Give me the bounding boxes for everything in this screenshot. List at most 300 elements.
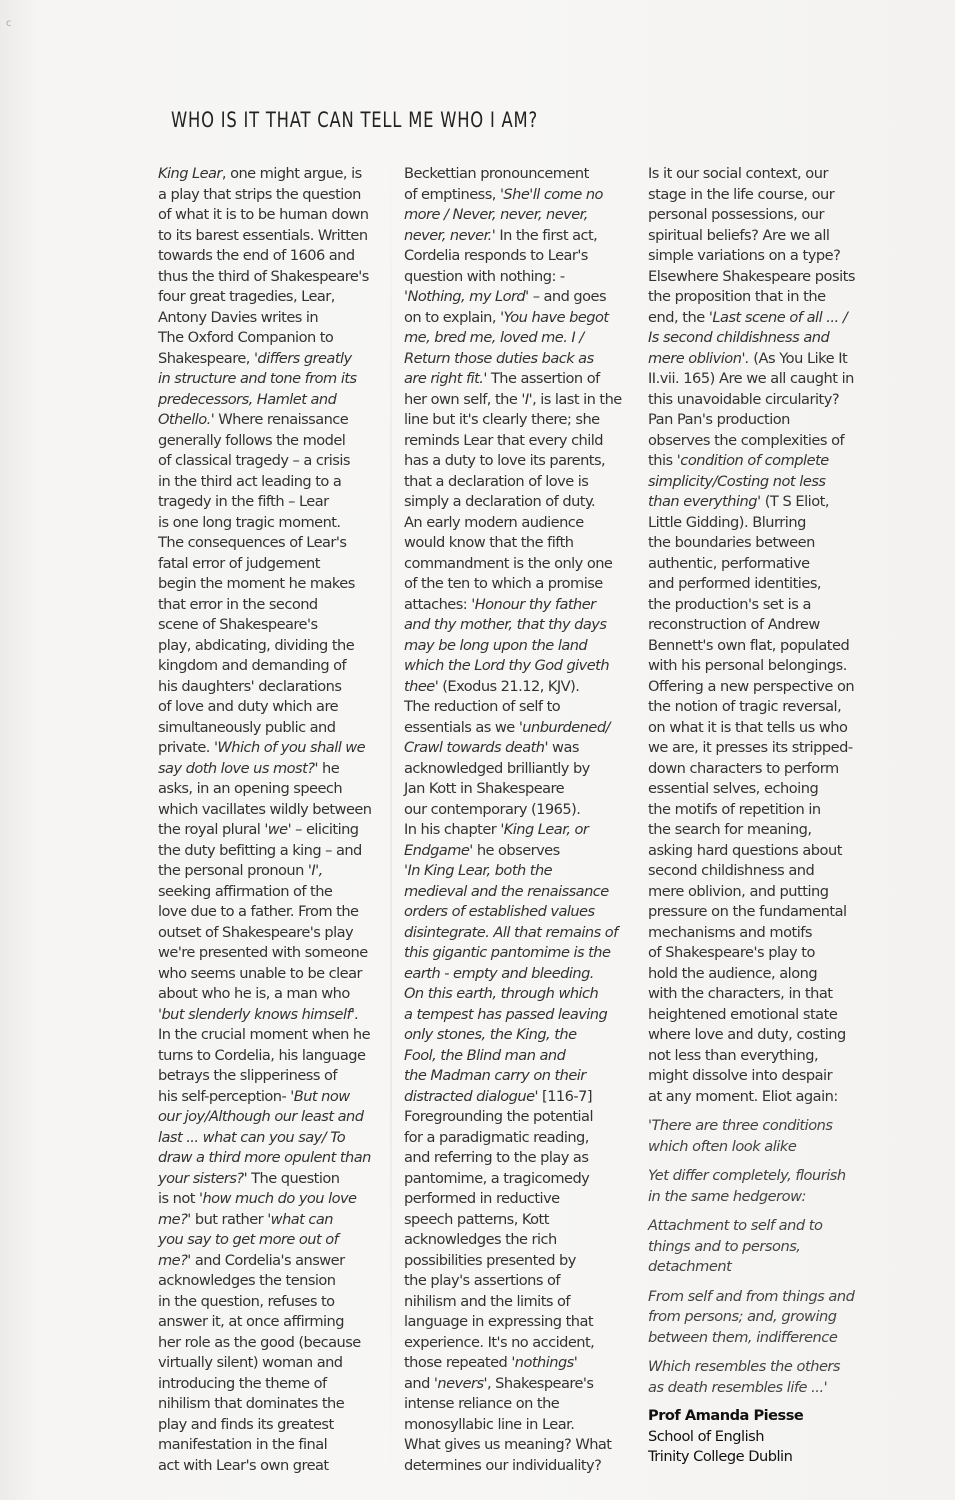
text-run: for a paradigmatic reading,: [404, 1128, 589, 1146]
text-line: [158, 1353, 383, 1374]
text-line: [158, 185, 383, 206]
text-line: [158, 1230, 383, 1251]
text-run: mechanisms and motifs: [648, 923, 813, 941]
article-heading: WHO IS IT THAT CAN TELL ME WHO I AM?: [171, 108, 538, 132]
text-line: [404, 287, 629, 308]
text-run: asking hard questions about: [648, 841, 842, 859]
signature: [648, 1406, 873, 1468]
text-run: with the characters, in that: [648, 985, 833, 1002]
text-run: pressure on the fundamental: [648, 903, 847, 920]
text-run: Beckettian pronouncement: [404, 165, 589, 182]
text-line: [404, 1292, 629, 1313]
text-run: at any moment. Eliot again:: [648, 1087, 838, 1105]
text-run: essentials as we: [404, 718, 519, 736]
text-line: [158, 1148, 383, 1169]
text-line: [648, 513, 873, 534]
text-run: that error in the second: [158, 595, 318, 613]
text-line: [158, 164, 383, 185]
text-line: [648, 431, 873, 452]
text-run: generally follows the model: [158, 431, 346, 449]
text-run: reconstruction of Andrew: [648, 616, 820, 633]
text-line: [158, 246, 383, 267]
italic-quote: 'Honour thy father: [471, 595, 596, 613]
text-line: [158, 1046, 383, 1067]
column-1-paragraph: [158, 164, 383, 1476]
text-line: [404, 185, 629, 206]
text-run: with his personal belongings.: [648, 657, 847, 674]
text-run: betrays the slipperiness of: [158, 1067, 337, 1084]
text-line: [648, 595, 873, 616]
text-line: [648, 841, 873, 862]
italic-quote: in structure and tone from its: [158, 370, 357, 387]
text-run: The question: [247, 1169, 340, 1187]
text-run: the royal plural: [158, 821, 265, 838]
text-run: on what it is that tells us who: [648, 718, 848, 736]
italic-quote: 'how much do you love: [199, 1190, 357, 1207]
text-line: [158, 554, 383, 575]
text-line: [648, 1025, 873, 1046]
poem-line: from persons; and, growing: [648, 1308, 837, 1325]
text-run: kingdom and demanding of: [158, 657, 347, 674]
text-line: [158, 800, 383, 821]
text-run: second childishness and: [648, 862, 815, 879]
text-line: [404, 226, 629, 247]
text-line: [648, 759, 873, 780]
text-run: those repeated: [404, 1354, 512, 1371]
text-line: [648, 267, 873, 288]
text-run: that a declaration of love is: [404, 472, 589, 490]
italic-quote: your sisters?': [158, 1169, 248, 1187]
italic-quote: me?': [158, 1251, 191, 1269]
text-line: [158, 882, 383, 903]
text-run: but rather: [190, 1210, 268, 1228]
text-run: his daughters' declarations: [158, 677, 342, 695]
text-run: about who he is, a man who: [158, 985, 350, 1002]
text-run: experience. It's no accident,: [404, 1333, 595, 1351]
text-run: What gives us meaning? What: [404, 1436, 612, 1453]
text-line: [404, 738, 629, 759]
poem-quotation: [648, 1116, 873, 1398]
poem-line: which often look alike: [648, 1137, 797, 1155]
text-line: [158, 369, 383, 390]
text-line: [158, 1374, 383, 1395]
text-run: her own self, the: [404, 390, 522, 408]
text-line: [158, 861, 383, 882]
text-line: [404, 431, 629, 452]
text-line: [648, 923, 873, 944]
poem-stanza: [648, 1166, 873, 1207]
italic-quote: 'King Lear, or: [500, 821, 589, 838]
text-line: [404, 697, 629, 718]
text-line: [404, 677, 629, 698]
italic-quote: King Lear: [158, 165, 222, 182]
text-run: The assertion of: [486, 370, 600, 387]
text-run: Is it our social context, our: [648, 165, 828, 182]
text-run: and: [404, 1374, 434, 1392]
italic-quote: thee': [404, 677, 439, 695]
italic-quote: 'what can: [267, 1210, 333, 1228]
text-line: [158, 287, 383, 308]
text-line: [158, 615, 383, 636]
text-line: [404, 943, 629, 964]
italic-quote: Is second childishness and: [648, 329, 830, 346]
italic-quote: 'In King Lear, both the: [404, 862, 553, 879]
text-line: [404, 267, 629, 288]
italic-quote: 'But now: [290, 1087, 350, 1105]
text-line: [404, 964, 629, 985]
text-line: [158, 472, 383, 493]
text-run: asks, in an opening speech: [158, 780, 343, 797]
text-run: acknowledges the tension: [158, 1272, 336, 1289]
text-run: In the crucial moment when he: [158, 1026, 371, 1043]
text-line: [648, 226, 873, 247]
text-line: [648, 1066, 873, 1087]
text-run: II.vii. 165) Are we all caught in: [648, 370, 854, 387]
text-run: play, abdicating, dividing the: [158, 636, 355, 654]
text-run: outset of Shakespeare's play: [158, 923, 354, 941]
text-line: [158, 1312, 383, 1333]
text-run: Jan Kott in Shakespeare: [404, 780, 565, 797]
text-line: [158, 718, 383, 739]
author-institution: Trinity College Dublin: [648, 1448, 793, 1465]
text-line: [404, 1128, 629, 1149]
text-line: [648, 287, 873, 308]
poem-line: things and to persons,: [648, 1237, 801, 1255]
text-line: [404, 1312, 629, 1333]
text-run: nihilism and the limits of: [404, 1292, 570, 1310]
italic-quote: 'unburdened/: [518, 718, 610, 736]
text-run: our contemporary (1965).: [404, 800, 581, 818]
text-run: (As You Like It: [749, 349, 848, 367]
text-line: [404, 1189, 629, 1210]
text-line: [404, 923, 629, 944]
italic-quote: may be long upon the land: [404, 636, 588, 654]
text-run: love due to a father. From the: [158, 903, 359, 920]
text-line: [158, 1128, 383, 1149]
italic-quote: Othello.': [158, 411, 215, 428]
text-run: nihilism that dominates the: [158, 1395, 345, 1412]
text-line: [648, 390, 873, 411]
text-run: Antony Davies writes in: [158, 308, 319, 326]
text-run: of the ten to which a promise: [404, 575, 603, 592]
poem-line: detachment: [648, 1258, 732, 1275]
text-line: [648, 1087, 873, 1108]
text-line: [404, 1169, 629, 1190]
text-run: Little Gidding). Blurring: [648, 513, 806, 531]
text-run: Elsewhere Shakespeare posits: [648, 267, 855, 285]
text-line: [158, 513, 383, 534]
italic-quote: which the Lord thy God giveth: [404, 657, 610, 674]
text-line: [404, 1046, 629, 1067]
text-line: [158, 697, 383, 718]
text-line: [404, 451, 629, 472]
text-line: [404, 718, 629, 739]
text-line: [158, 328, 383, 349]
poem-stanza: [648, 1287, 873, 1349]
text-line: [158, 308, 383, 329]
italic-quote: than everything': [648, 493, 761, 510]
text-line: [404, 1456, 629, 1477]
text-line: [158, 1005, 383, 1026]
text-run: – and goes: [528, 288, 607, 305]
italic-quote: only stones, the King, the: [404, 1026, 577, 1043]
text-run: the search for meaning,: [648, 821, 812, 838]
text-line: [404, 1415, 629, 1436]
text-run: An early modern audience: [404, 513, 584, 531]
italic-quote: Fool, the Blind man and: [404, 1046, 566, 1064]
text-run: monosyllabic line in Lear.: [404, 1415, 575, 1433]
text-line: [404, 1251, 629, 1272]
text-run: mere oblivion, and putting: [648, 882, 829, 900]
text-line: [648, 574, 873, 595]
italic-quote: 'Nothing, my Lord': [404, 288, 529, 305]
text-line: [158, 1394, 383, 1415]
text-line: [158, 574, 383, 595]
text-run: stage in the life course, our: [648, 185, 835, 203]
text-run: essential selves, echoing: [648, 780, 819, 797]
text-line: [158, 984, 383, 1005]
text-run: fatal error of judgement: [158, 554, 320, 572]
text-run: would know that the fifth: [404, 534, 574, 551]
text-run: begin the moment he makes: [158, 575, 355, 592]
text-line: [648, 472, 873, 493]
text-line: [158, 1087, 383, 1108]
italic-quote: a tempest has passed leaving: [404, 1005, 608, 1023]
text-run: line but it's clearly there; she: [404, 411, 600, 428]
text-run: is one long tragic moment.: [158, 513, 341, 531]
text-line: [404, 1005, 629, 1026]
text-run: acknowledges the rich: [404, 1231, 557, 1248]
text-run: spiritual beliefs? Are we all: [648, 226, 830, 244]
text-run: his self-perception-: [158, 1087, 291, 1105]
text-line: [648, 656, 873, 677]
text-run: manifestation in the final: [158, 1436, 328, 1453]
text-line: [648, 164, 873, 185]
italic-quote: 'but slenderly knows himself'.: [158, 1005, 359, 1023]
text-run: this: [648, 452, 677, 469]
text-run: , is last in the: [532, 390, 622, 408]
text-run: where love and duty, costing: [648, 1026, 846, 1043]
text-run: Where renaissance: [214, 411, 349, 428]
text-run: was: [547, 739, 579, 756]
text-run: play and finds its greatest: [158, 1415, 334, 1433]
text-line: [158, 779, 383, 800]
text-run: simply a declaration of duty.: [404, 493, 596, 510]
poem-line: in the same hedgerow:: [648, 1187, 806, 1205]
text-line: [404, 595, 629, 616]
text-run: (Exodus 21.12, KJV).: [438, 677, 580, 695]
italic-quote: earth - empty and bleeding.: [404, 964, 594, 982]
text-line: [158, 1107, 383, 1128]
italic-quote: 'She'll come no: [499, 185, 603, 203]
italic-quote: the Madman carry on their: [404, 1067, 586, 1084]
text-run: question with nothing: -: [404, 267, 565, 285]
text-run: In the first act,: [495, 226, 598, 244]
text-line: [404, 1148, 629, 1169]
italic-quote: 'I',: [307, 862, 323, 879]
author-name: Prof Amanda Piesse: [648, 1407, 804, 1424]
text-line: [648, 820, 873, 841]
text-run: down characters to perform: [648, 759, 839, 777]
text-line: [158, 738, 383, 759]
italic-quote: 'condition of complete: [676, 452, 829, 469]
text-run: reminds Lear that every child: [404, 431, 603, 449]
text-run: thus the third of Shakespeare's: [158, 267, 369, 285]
text-run: the production's set is a: [648, 595, 811, 613]
text-line: [404, 615, 629, 636]
text-line: [158, 1025, 383, 1046]
text-run: has a duty to love its parents,: [404, 452, 606, 469]
text-run: in the third act leading to a: [158, 472, 342, 490]
text-run: determines our individuality?: [404, 1456, 602, 1474]
text-run: hold the audience, along: [648, 964, 818, 982]
text-line: [404, 390, 629, 411]
text-line: [648, 964, 873, 985]
text-run: In his chapter: [404, 821, 501, 838]
text-line: [648, 902, 873, 923]
text-line: [648, 554, 873, 575]
text-line: [404, 759, 629, 780]
text-line: [648, 533, 873, 554]
italic-quote: last ... what can you say/ To: [158, 1128, 346, 1146]
italic-quote: simplicity/Costing not less: [648, 472, 826, 490]
italic-quote: distracted dialogue': [404, 1087, 538, 1105]
text-line: [404, 1435, 629, 1456]
text-line: [158, 923, 383, 944]
italic-quote: 'I': [521, 390, 533, 408]
text-run: Pan Pan's production: [648, 411, 790, 428]
text-line: [158, 964, 383, 985]
text-line: [158, 492, 383, 513]
column-2-paragraph: [404, 164, 629, 1476]
text-run: pantomime, a tragicomedy: [404, 1169, 590, 1187]
italic-quote: orders of established values: [404, 903, 595, 920]
text-line: [404, 410, 629, 431]
text-run: he: [317, 759, 340, 777]
italic-quote: disintegrate. All that remains of: [404, 923, 618, 941]
text-line: [158, 1333, 383, 1354]
text-line: [158, 1415, 383, 1436]
poem-line: Which resembles the others: [648, 1358, 841, 1375]
poem-line: Attachment to self and to: [648, 1217, 823, 1234]
text-line: [158, 1189, 383, 1210]
text-line: [404, 861, 629, 882]
text-run: to its barest essentials. Written: [158, 226, 368, 244]
poem-line: From self and from things and: [648, 1287, 855, 1305]
text-line: [158, 431, 383, 452]
text-line: [404, 820, 629, 841]
text-line: [158, 451, 383, 472]
text-run: act with Lear's own great: [158, 1456, 329, 1474]
text-line: [158, 1292, 383, 1313]
text-line: [158, 1210, 383, 1231]
text-run: the duty befitting a king – and: [158, 841, 362, 859]
text-run: and Cordelia's answer: [190, 1251, 345, 1269]
italic-quote: me?': [158, 1210, 191, 1228]
text-run: simple variations on a type?: [648, 247, 841, 264]
italic-quote: predecessors, Hamlet and: [158, 390, 337, 408]
text-line: [404, 369, 629, 390]
text-line: [648, 738, 873, 759]
italic-quote: 'nevers': [433, 1374, 487, 1392]
text-line: [404, 656, 629, 677]
text-line: [648, 779, 873, 800]
italic-quote: this gigantic pantomime is the: [404, 944, 611, 961]
text-line: [648, 718, 873, 739]
poem-stanza: [648, 1357, 873, 1398]
italic-quote: On this earth, through which: [404, 985, 599, 1002]
text-line: [158, 1271, 383, 1292]
text-run: and referring to the play as: [404, 1149, 589, 1166]
text-line: [404, 513, 629, 534]
text-line: [158, 533, 383, 554]
text-line: [648, 1005, 873, 1026]
text-line: [404, 1271, 629, 1292]
italic-quote: never, never.': [404, 226, 496, 244]
text-run: acknowledged brilliantly by: [404, 759, 590, 777]
text-line: [404, 984, 629, 1005]
text-line: [404, 349, 629, 370]
text-line: [404, 902, 629, 923]
text-line: [648, 349, 873, 370]
text-line: [158, 226, 383, 247]
text-line: [158, 349, 383, 370]
text-line: [648, 369, 873, 390]
paper-fold-line: [390, 150, 392, 1480]
poem-line: as death resembles life ...': [648, 1378, 828, 1396]
text-line: [158, 410, 383, 431]
italic-quote: 'we': [264, 821, 292, 838]
italic-quote: medieval and the renaissance: [404, 882, 609, 900]
text-run: Shakespeare,: [158, 349, 254, 367]
italic-quote: and thy mother, that thy days: [404, 616, 607, 633]
text-line: [404, 1087, 629, 1108]
text-line: [404, 1066, 629, 1087]
text-line: [404, 779, 629, 800]
text-line: [158, 1456, 383, 1477]
column-1: [158, 164, 383, 1476]
italic-quote: are right fit.': [404, 370, 487, 387]
text-run: of emptiness,: [404, 185, 500, 203]
text-line: [404, 1210, 629, 1231]
text-run: the boundaries between: [648, 534, 815, 551]
column-3-paragraph: [648, 164, 873, 1107]
text-run: The reduction of self to: [404, 698, 561, 715]
text-line: [648, 943, 873, 964]
text-run: on to explain,: [404, 308, 501, 326]
text-run: possibilities presented by: [404, 1251, 576, 1269]
italic-quote: 'Which of you shall we: [213, 739, 366, 756]
text-run: authentic, performative: [648, 554, 810, 572]
italic-quote: draw a third more opulent than: [158, 1149, 371, 1166]
text-run: towards the end of 1606 and: [158, 247, 355, 264]
text-line: [648, 205, 873, 226]
text-run: the personal pronoun: [158, 862, 308, 879]
text-line: [158, 267, 383, 288]
text-line: [158, 636, 383, 657]
text-line: [404, 841, 629, 862]
text-line: [648, 697, 873, 718]
text-line: [404, 1230, 629, 1251]
text-run: seeking affirmation of the: [158, 882, 333, 900]
poem-line: between them, indifference: [648, 1328, 838, 1346]
text-run: four great tragedies, Lear,: [158, 288, 335, 305]
text-line: [404, 1394, 629, 1415]
poem-line: 'There are three conditions: [648, 1117, 833, 1134]
text-run: private.: [158, 739, 214, 756]
text-run: of classical tragedy – a crisis: [158, 452, 350, 469]
text-line: [404, 1374, 629, 1395]
